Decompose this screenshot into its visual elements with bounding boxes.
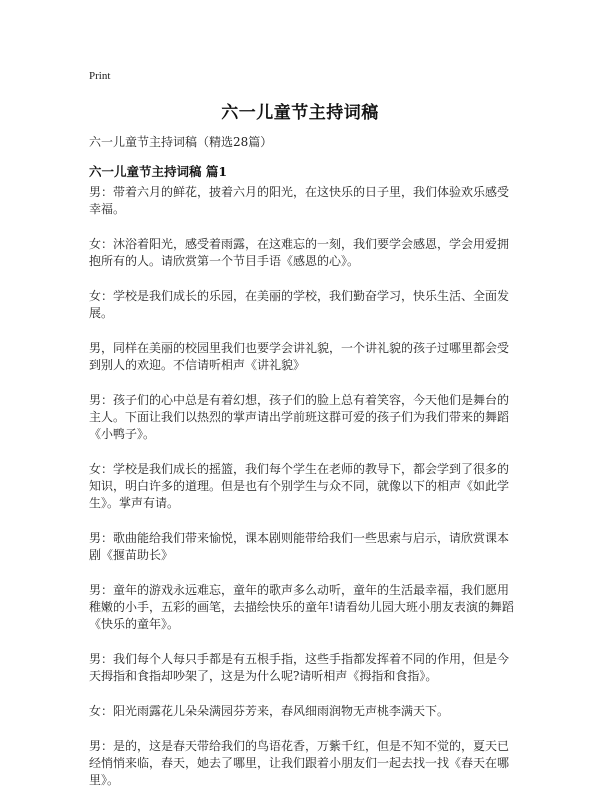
paragraph: 男：歌曲能给我们带来愉悦，课本剧则能带给我们一些思索与启示，请欣赏课本剧《揠苗助长》 bbox=[89, 531, 510, 562]
paragraph: 女：学校是我们成长的摇篮，我们每个学生在老师的教导下，都会学到了很多的知识，明白许多的道理。但是也有个别学生与众不同，就像以下的相声《如此学生》。掌声有请。 bbox=[89, 462, 510, 510]
paragraph: 女：阳光雨露花儿朵朵满园芬芳来，春风细雨润物无声桃李满天下。 bbox=[89, 704, 450, 718]
document-body bbox=[89, 184, 519, 807]
page-title: 六一儿童节主持词稿 bbox=[221, 103, 379, 123]
paragraph: 女：学校是我们成长的乐园，在美丽的学校，我们勤奋学习，快乐生活、全面发展。 bbox=[89, 289, 510, 320]
paragraph: 女：沐浴着阳光，感受着雨露，在这难忘的一刻，我们要学会感恩，学会用爱拥抱所有的人。请欣赏第一个节目手语《感恩的心》。 bbox=[89, 237, 510, 268]
paragraph: 男：我们每个人每只手都是有五根手指，这些手指都发挥着不同的作用，但是今天拇指和食指却吵架了，这是为什么呢?请听相声《拇指和食指》。 bbox=[89, 652, 510, 683]
document-subtitle: 六一儿童节主持词稿（精选28篇） bbox=[89, 135, 273, 149]
paragraph: 男：是的，这是春天带给我们的鸟语花香，万紫千红，但是不知不觉的，夏天已经悄悄来临，春天，她去了哪里，让我们跟着小朋友们一起去找一找《春天在哪里》。 bbox=[89, 739, 510, 787]
paragraph: 男，同样在美丽的校园里我们也要学会讲礼貌，一个讲礼貌的孩子过哪里都会受到别人的欢迎。不信请听相声《讲礼貌》 bbox=[89, 341, 510, 372]
print-link[interactable]: Print bbox=[89, 70, 111, 82]
paragraph: 男：童年的游戏永远难忘，童年的歌声多么动听，童年的生活最幸福，我们愿用稚嫩的小手，五彩的画笔，去描绘快乐的童年!请看幼儿园大班小朋友表演的舞蹈《快乐的童年》。 bbox=[89, 583, 514, 631]
paragraph: 男：孩子们的心中总是有着幻想，孩子们的脸上总有着笑容，今天他们是舞台的主人。下面让我们以热烈的掌声请出学前班这群可爱的孩子们为我们带来的舞蹈《小鸭子》。 bbox=[89, 393, 510, 441]
section-heading: 六一儿童节主持词稿 篇1 bbox=[89, 164, 228, 179]
paragraph: 男：带着六月的鲜花，披着六月的阳光，在这快乐的日子里，我们体验欢乐感受幸福。 bbox=[89, 185, 510, 216]
